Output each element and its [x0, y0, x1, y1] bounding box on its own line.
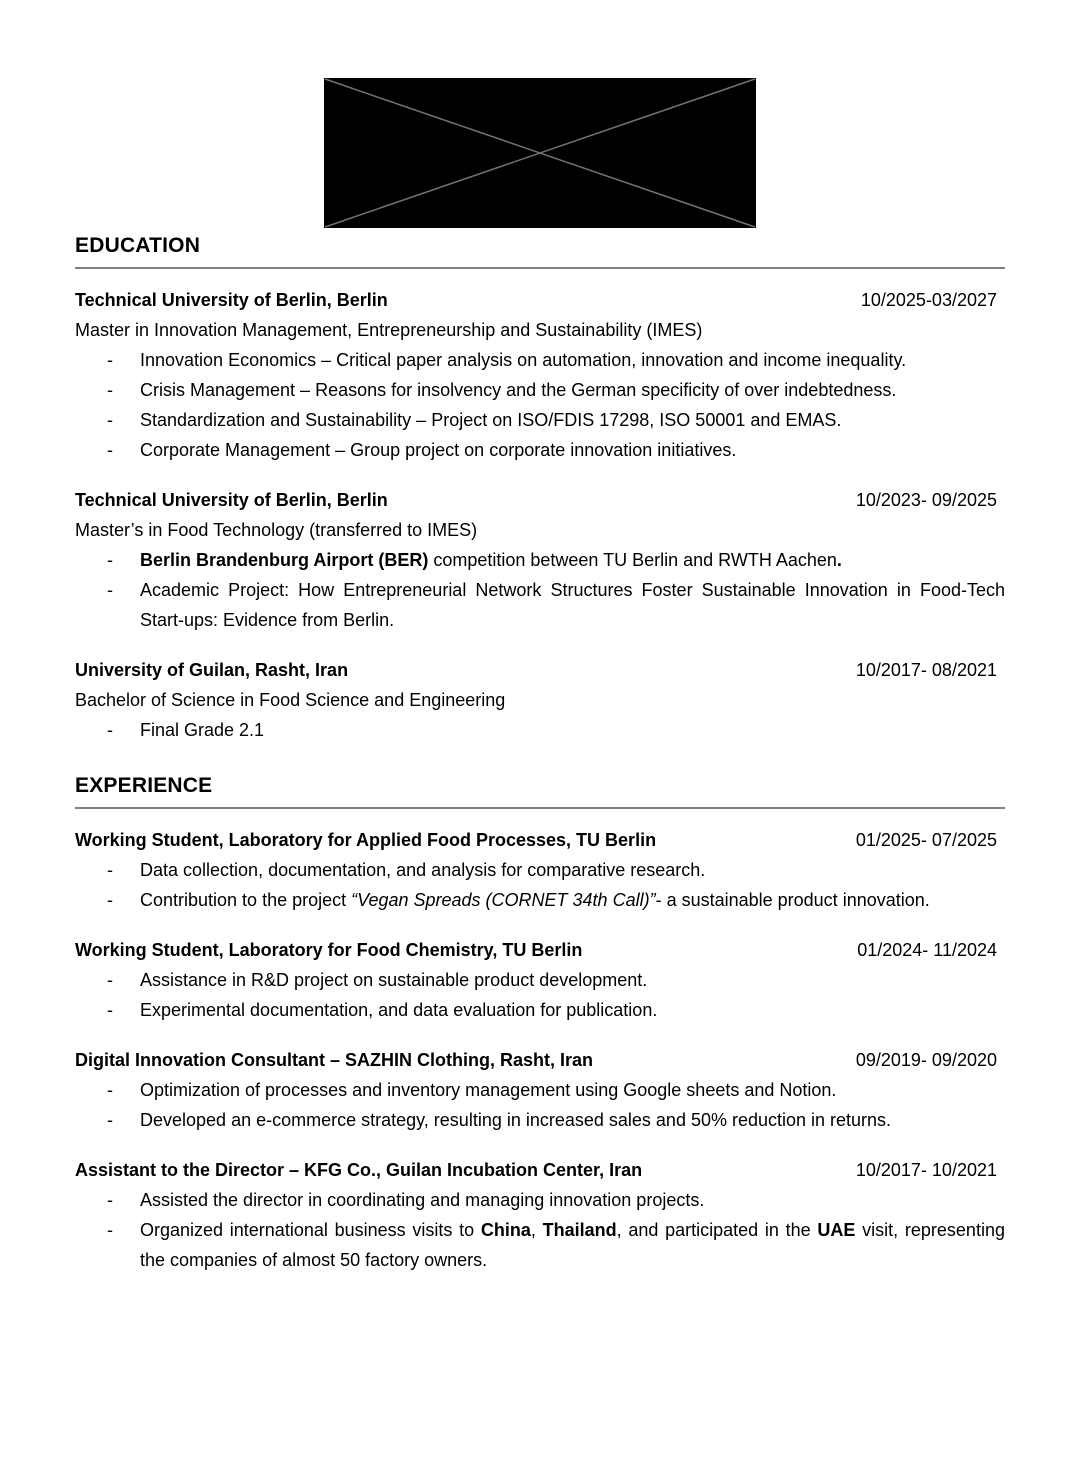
bullet-item [75, 345, 1005, 375]
bullet-item [75, 435, 1005, 465]
bullet-item [75, 575, 1005, 635]
education-entry [75, 285, 1005, 465]
bullet-text: Academic Project: How Entrepreneurial Network Structures Foster Sustainable Innovation in Food-Tech Start-ups: Evidence from Berlin. [140, 580, 1005, 630]
bullet-item [75, 545, 1005, 575]
entry-subtitle: Master in Innovation Management, Entrepreneurship and Sustainability (IMES) [75, 320, 703, 340]
bullet-dash: - [107, 860, 113, 880]
section-heading-experience: EXPERIENCE [75, 774, 213, 797]
entry-title: Technical University of Berlin, Berlin [75, 290, 388, 310]
entry-header [75, 825, 1005, 855]
bullet-dash: - [107, 350, 113, 370]
bullet-dash: - [107, 720, 113, 740]
bullet-text: Berlin Brandenburg Airport (BER) competition between TU Berlin and RWTH Aachen. [140, 550, 842, 570]
entry-title: University of Guilan, Rasht, Iran [75, 660, 349, 680]
bullet-dash: - [107, 550, 113, 570]
entry-title: Digital Innovation Consultant – SAZHIN Clothing, Rasht, Iran [75, 1050, 594, 1070]
bullet-text: Organized international business visits to China, Thailand, and participated in the UAE visit, representing the companies of almost 50 factory owners. [140, 1220, 1005, 1270]
entry-header [75, 935, 1005, 965]
entry-header [75, 1155, 1005, 1185]
section-heading-education: EDUCATION [75, 234, 201, 257]
bullet-text: Developed an e-commerce strategy, resulting in increased sales and 50% reduction in returns. [140, 1110, 892, 1130]
entry-date: 01/2024- 11/2024 [857, 940, 997, 960]
bullet-item [75, 715, 1005, 745]
bullet-dash: - [107, 1080, 113, 1100]
section-rule [75, 267, 1005, 269]
bullet-item [75, 1215, 1005, 1275]
bullet-list [75, 715, 1005, 745]
bullet-text: Assistance in R&D project on sustainable product development. [140, 970, 648, 990]
entry-date: 10/2025-03/2027 [860, 290, 997, 310]
entry-header [75, 1045, 1005, 1075]
bullet-item [75, 1075, 1005, 1105]
section-education [75, 233, 1005, 745]
entry-date: 10/2017- 08/2021 [855, 660, 997, 680]
bullet-dash: - [107, 580, 113, 600]
photo-placeholder [324, 78, 756, 228]
bullet-dash: - [107, 380, 113, 400]
entry-date: 10/2017- 10/2021 [855, 1160, 997, 1180]
bullet-text: Innovation Economics – Critical paper analysis on automation, innovation and income inequality. [140, 350, 907, 370]
entry-date: 09/2019- 09/2020 [855, 1050, 997, 1070]
bullet-dash: - [107, 1110, 113, 1130]
bullet-dash: - [107, 890, 113, 910]
bullet-dash: - [107, 410, 113, 430]
broken-image-x-icon [324, 78, 756, 228]
resume-page [75, 78, 1005, 1275]
entry-title: Assistant to the Director – KFG Co., Guilan Incubation Center, Iran [75, 1160, 643, 1180]
experience-entry [75, 935, 1005, 1025]
bullet-item [75, 885, 1005, 915]
bullet-text: Corporate Management – Group project on corporate innovation initiatives. [140, 440, 737, 460]
bullet-dash: - [107, 440, 113, 460]
experience-entry [75, 1045, 1005, 1135]
experience-entry [75, 1155, 1005, 1275]
bullet-item [75, 375, 1005, 405]
bullet-dash: - [107, 1000, 113, 1020]
bullet-item [75, 995, 1005, 1025]
entry-date: 10/2023- 09/2025 [855, 490, 997, 510]
bullet-dash: - [107, 1190, 113, 1210]
entry-header [75, 655, 1005, 685]
bullet-list [75, 1075, 1005, 1135]
experience-entry [75, 825, 1005, 915]
bullet-text: Assisted the director in coordinating and managing innovation projects. [140, 1190, 705, 1210]
entry-title: Working Student, Laboratory for Applied Food Processes, TU Berlin [75, 830, 657, 850]
bullet-item [75, 1185, 1005, 1215]
entry-subtitle: Bachelor of Science in Food Science and Engineering [75, 690, 506, 710]
entry-header [75, 285, 1005, 315]
bullet-list [75, 965, 1005, 1025]
education-entry [75, 655, 1005, 745]
bullet-item [75, 405, 1005, 435]
entry-date: 01/2025- 07/2025 [855, 830, 997, 850]
bullet-text: Optimization of processes and inventory management using Google sheets and Notion. [140, 1080, 837, 1100]
bullet-text: Experimental documentation, and data evaluation for publication. [140, 1000, 658, 1020]
education-entry [75, 485, 1005, 635]
bullet-list [75, 545, 1005, 635]
entry-subtitle: Master’s in Food Technology (transferred to IMES) [75, 520, 478, 540]
section-experience [75, 773, 1005, 1275]
bullet-list [75, 855, 1005, 915]
bullet-text: Standardization and Sustainability – Project on ISO/FDIS 17298, ISO 50001 and EMAS. [140, 410, 842, 430]
bullet-text: Final Grade 2.1 [140, 720, 265, 740]
bullet-list [75, 345, 1005, 465]
entry-title: Technical University of Berlin, Berlin [75, 490, 388, 510]
bullet-list [75, 1185, 1005, 1275]
bullet-dash: - [107, 1220, 113, 1240]
bullet-item [75, 1105, 1005, 1135]
bullet-text: Data collection, documentation, and analysis for comparative research. [140, 860, 706, 880]
bullet-text: Contribution to the project “Vegan Spreads (CORNET 34th Call)”- a sustainable product innovation. [140, 890, 930, 910]
bullet-text: Crisis Management – Reasons for insolvency and the German specificity of over indebtedness. [140, 380, 897, 400]
entry-header [75, 485, 1005, 515]
bullet-item [75, 965, 1005, 995]
entry-title: Working Student, Laboratory for Food Chemistry, TU Berlin [75, 940, 583, 960]
bullet-item [75, 855, 1005, 885]
section-rule [75, 807, 1005, 809]
bullet-dash: - [107, 970, 113, 990]
